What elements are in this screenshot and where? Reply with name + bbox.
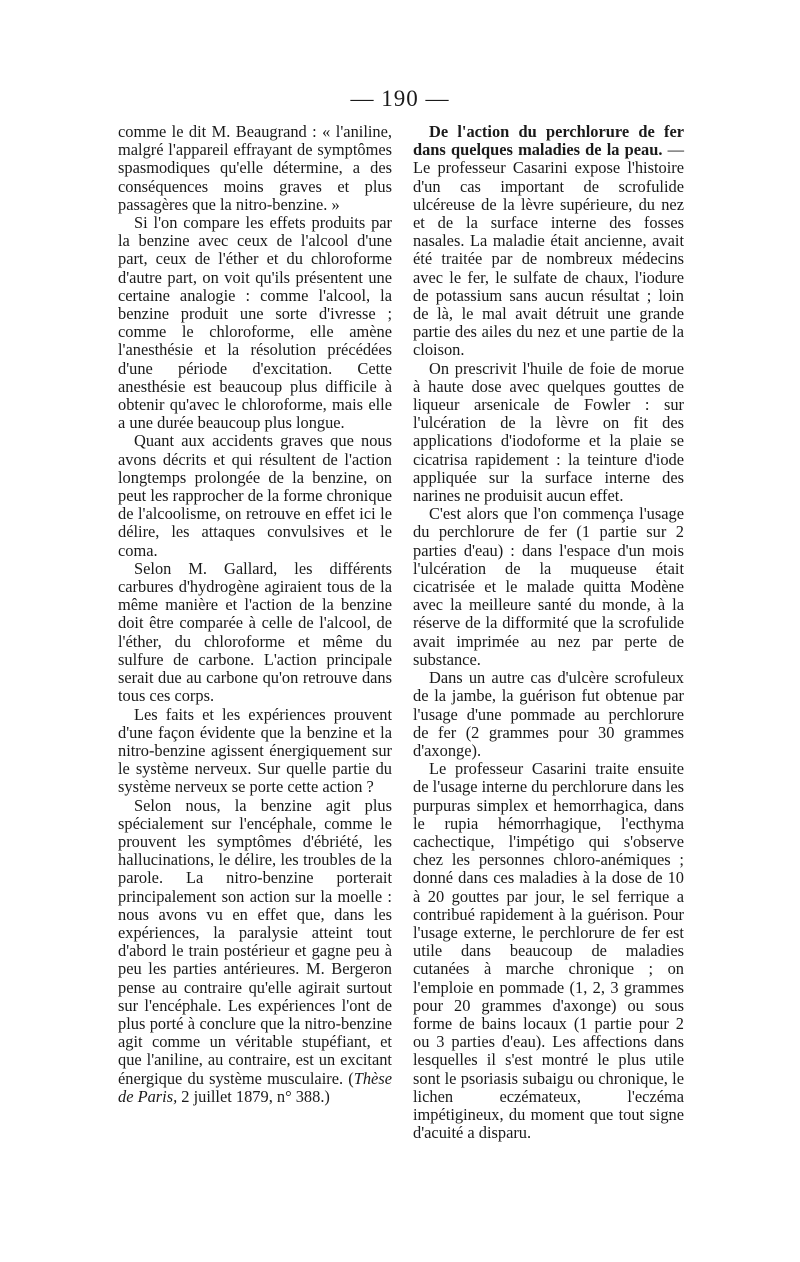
paragraph: Si l'on compare les effets produits par la benzine avec ceux de l'alcool d'une part, ceux de l'éther et du chloroforme d'autre part, on voit qu'ils présentent une certaine analogie : comme l'alcool, la benzine produit une sorte d'ivresse ; comme le chloroforme, elle amène l'anesthésie et la résolution précédées d'une période d'excitation. Cette anesthésie est beaucoup plus difficile à obtenir qu'avec le chloroforme, mais elle a une durée beaucoup plus longue. (118, 213, 392, 433)
paragraph: On prescrivit l'huile de foie de morue à haute dose avec quelques gouttes de liqueur arsenicale de Fowler : sur l'ulcération de la lèvre on fit des applications d'iodoforme et la plaie se cicatrisa rapidement : la teinture d'iode appliquée sur la surface interne des narines ne produisit aucun effet. (413, 358, 684, 506)
paragraph: Les faits et les expériences prouvent d'une façon évidente que la benzine et la nitro-benzine agissent énergiquement sur le système nerveux. Sur quelle partie du système nerveux se porte cette action ? (118, 704, 392, 797)
section-heading: De l'action du perchlorure de fer dans quelques maladies de la peau. (413, 122, 684, 160)
page-number: — 190 — (350, 86, 450, 111)
citation-open: ( (348, 1068, 354, 1088)
paragraph: Le professeur Casarini traite ensuite de l'usage interne du perchlorure dans les purpuras simplex et hemorrhagica, dans le rupia hémorrhagique, l'ecthyma cachectique, l'impétigo qui s'observe chez les personnes chloro-anémiques ; donné dans ces maladies à la dose de 10 à 20 gouttes par jour, le sel ferrique a contribué rapidement à la guérison. Pour l'usage externe, le perchlorure de fer est utile dans beaucoup de maladies cutanées à marche chronique ; on l'emploie en pommade (1, 2, 3 grammes pour 20 grammes d'axonge) ou sous forme de bains locaux (1 partie pour 2 ou 3 parties d'eau). Les affections dans lesquelles il s'est montré le plus utile sont le psoriasis subaigu ou chronique, le lichen eczémateux, l'eczéma impétigineux, du moment que tout signe d'acuité a disparu. (413, 759, 684, 1143)
paragraph: Quant aux accidents graves que nous avons décrits et qui résultent de l'action longtemps prolongée de la benzine, on peut les rapprocher de la forme chronique de l'alcoolisme, on retrouve en effet ici le délire, les attaques convulsives et le coma. (118, 431, 392, 560)
left-column (118, 123, 392, 1106)
paragraph-text: Le professeur Casarini expose l'histoire d'un cas important de scrofulide ulcéreuse de la lèvre supérieure, du nez et de la surface interne des fosses nasales. La maladie était ancienne, avait été traitée par de nombreux médecins avec le fer, le sulfate de chaux, l'iodure de potassium sans aucun résultat ; loin de là, le mal avait détruit une grande partie des ailes du nez et une partie de la cloison. (413, 158, 684, 360)
heading-separator: — (662, 140, 684, 160)
paragraph: C'est alors que l'on commença l'usage du perchlorure de fer (1 partie sur 2 parties d'eau) : dans l'espace d'un mois l'ulcération de la muqueuse était cicatrisée et le malade quitta Modène avec la meilleure santé du monde, à la réserve de la difformité que la scrofulide avait imprimée au nez par perte de substance. (413, 504, 684, 669)
paragraph (118, 797, 392, 1106)
paragraph (413, 123, 684, 360)
right-column (413, 123, 684, 1142)
citation-title: Thèse de Paris, (118, 1068, 392, 1106)
citation-rest: 2 juillet 1879, n° 388.) (177, 1086, 330, 1106)
paragraph-text: Selon nous, la benzine agit plus spécialement sur l'encéphale, comme le prouvent les symptômes d'ébriété, les hallucinations, le délire, les troubles de la parole. La nitro-benzine porterait principalement son action sur la moelle : nous avons vu en effet que, dans les expériences, la paralysie atteint tout d'abord le train postérieur et gagne peu à peu les parties antérieures. M. Bergeron pense au contraire qu'elle agirait surtout sur l'encéphale. Les expériences l'ont de plus porté à conclure que la nitro-benzine agit comme un véritable stupéfiant, et que l'aniline, au contraire, est un excitant énergique du système musculaire. (118, 795, 392, 1088)
paragraph: Selon M. Gallard, les différents carbures d'hydrogène agiraient tous de la même manière et l'action de la benzine doit être comparée à celle de l'alcool, de l'éther, du chloroforme et même du sulfure de carbone. L'action principale serait due au carbone qu'on retrouve dans tous ces corps. (118, 558, 392, 706)
paragraph: Dans un autre cas d'ulcère scrofuleux de la jambe, la guérison fut obtenue par l'usage d'une pommade au perchlorure de fer (2 grammes pour 30 grammes d'axonge). (413, 668, 684, 760)
paragraph: comme le dit M. Beaugrand : « l'aniline, malgré l'appareil effrayant de symptômes spasmodiques qu'elle détermine, a des conséquences moins graves et plus passagères que la nitro-benzine. » (118, 122, 392, 214)
